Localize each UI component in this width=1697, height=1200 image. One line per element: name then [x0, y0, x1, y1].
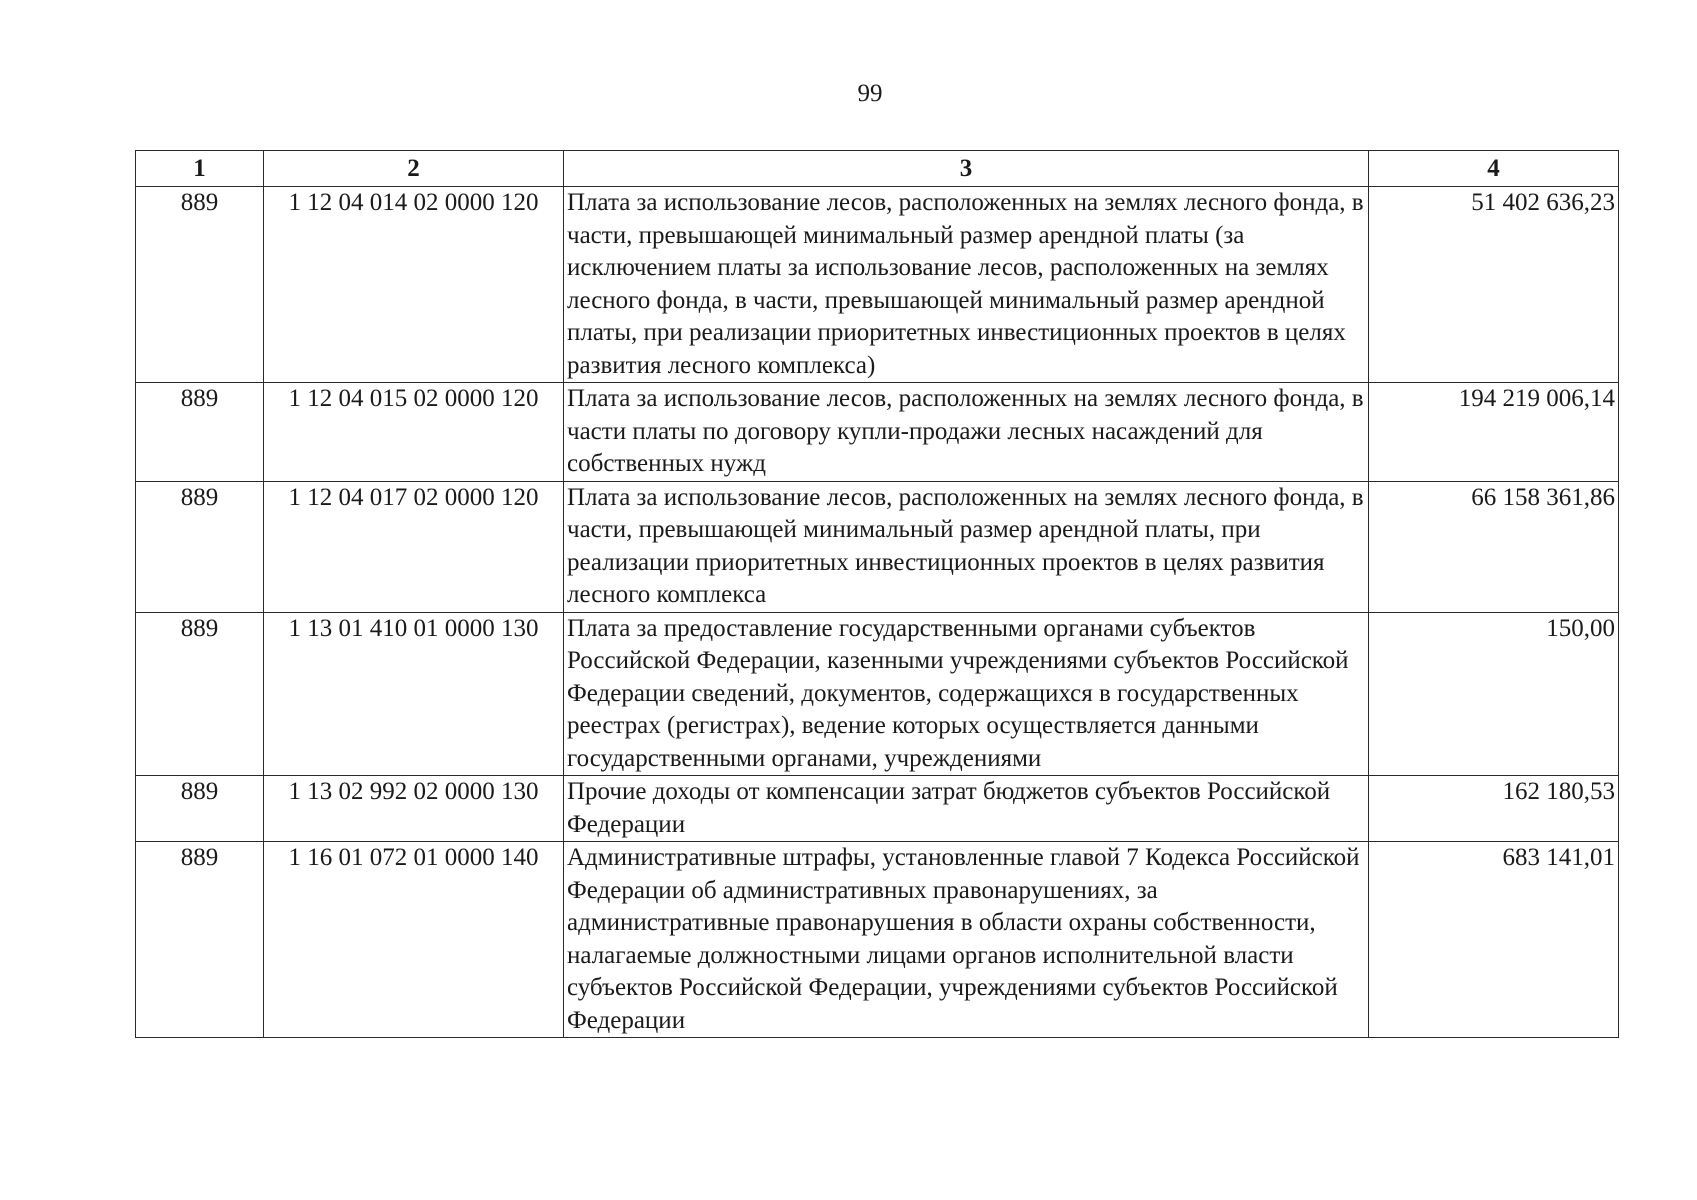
- header-row: [136, 151, 1619, 187]
- admin-code-cell: 889: [136, 383, 264, 482]
- revenue-name-cell: Плата за использование лесов, расположенных на землях лесного фонда, в части, превышающей минимальный размер арендной платы (за исключением платы за использование лесов, расположенных на землях лесного фонда, в части, превышающей минимальный размер арендной платы, при реализации приоритетных инвестиционных проектов в целях развития лесного комплекса): [564, 187, 1369, 383]
- table-row: [136, 481, 1619, 612]
- header-col-3: 3: [564, 151, 1369, 187]
- admin-code-cell: 889: [136, 612, 264, 776]
- amount-cell: 162 180,53: [1369, 776, 1619, 842]
- revenue-name-cell: Плата за использование лесов, расположенных на землях лесного фонда, в части платы по договору купли-продажи лесных насаждений для собственных нужд: [564, 383, 1369, 482]
- table-row: [136, 383, 1619, 482]
- revenue-name-cell: Административные штрафы, установленные главой 7 Кодекса Российской Федерации об административных правонарушениях, за административные правонарушения в области охраны собственности, налагаемые должностными лицами органов исполнительной власти субъектов Российской Федерации, учреждениями субъектов Российской Федерации: [564, 842, 1369, 1038]
- revenue-code-cell: 1 13 01 410 01 0000 130: [264, 612, 564, 776]
- table-row: [136, 612, 1619, 776]
- table-row: [136, 776, 1619, 842]
- table-row: [136, 187, 1619, 383]
- revenue-name-cell: Плата за предоставление государственными органами субъектов Российской Федерации, казенными учреждениями субъектов Российской Федерации сведений, документов, содержащихся в государственных реестрах (регистрах), ведение которых осуществляется данными государственными органами, учреждениями: [564, 612, 1369, 776]
- admin-code-cell: 889: [136, 481, 264, 612]
- amount-cell: 66 158 361,86: [1369, 481, 1619, 612]
- amount-cell: 51 402 636,23: [1369, 187, 1619, 383]
- admin-code-cell: 889: [136, 842, 264, 1038]
- revenue-code-cell: 1 16 01 072 01 0000 140: [264, 842, 564, 1038]
- header-col-4: 4: [1369, 151, 1619, 187]
- revenue-code-cell: 1 12 04 014 02 0000 120: [264, 187, 564, 383]
- amount-cell: 683 141,01: [1369, 842, 1619, 1038]
- header-col-1: 1: [136, 151, 264, 187]
- header-col-2: 2: [264, 151, 564, 187]
- table-row: [136, 842, 1619, 1038]
- admin-code-cell: 889: [136, 187, 264, 383]
- revenue-table: [135, 150, 1619, 1038]
- revenue-code-cell: 1 12 04 017 02 0000 120: [264, 481, 564, 612]
- revenue-code-cell: 1 12 04 015 02 0000 120: [264, 383, 564, 482]
- page-number: 99: [857, 80, 883, 107]
- revenue-name-cell: Прочие доходы от компенсации затрат бюджетов субъектов Российской Федерации: [564, 776, 1369, 842]
- amount-cell: 150,00: [1369, 612, 1619, 776]
- admin-code-cell: 889: [136, 776, 264, 842]
- revenue-code-cell: 1 13 02 992 02 0000 130: [264, 776, 564, 842]
- amount-cell: 194 219 006,14: [1369, 383, 1619, 482]
- revenue-name-cell: Плата за использование лесов, расположенных на землях лесного фонда, в части, превышающей минимальный размер арендной платы, при реализации приоритетных инвестиционных проектов в целях развития лесного комплекса: [564, 481, 1369, 612]
